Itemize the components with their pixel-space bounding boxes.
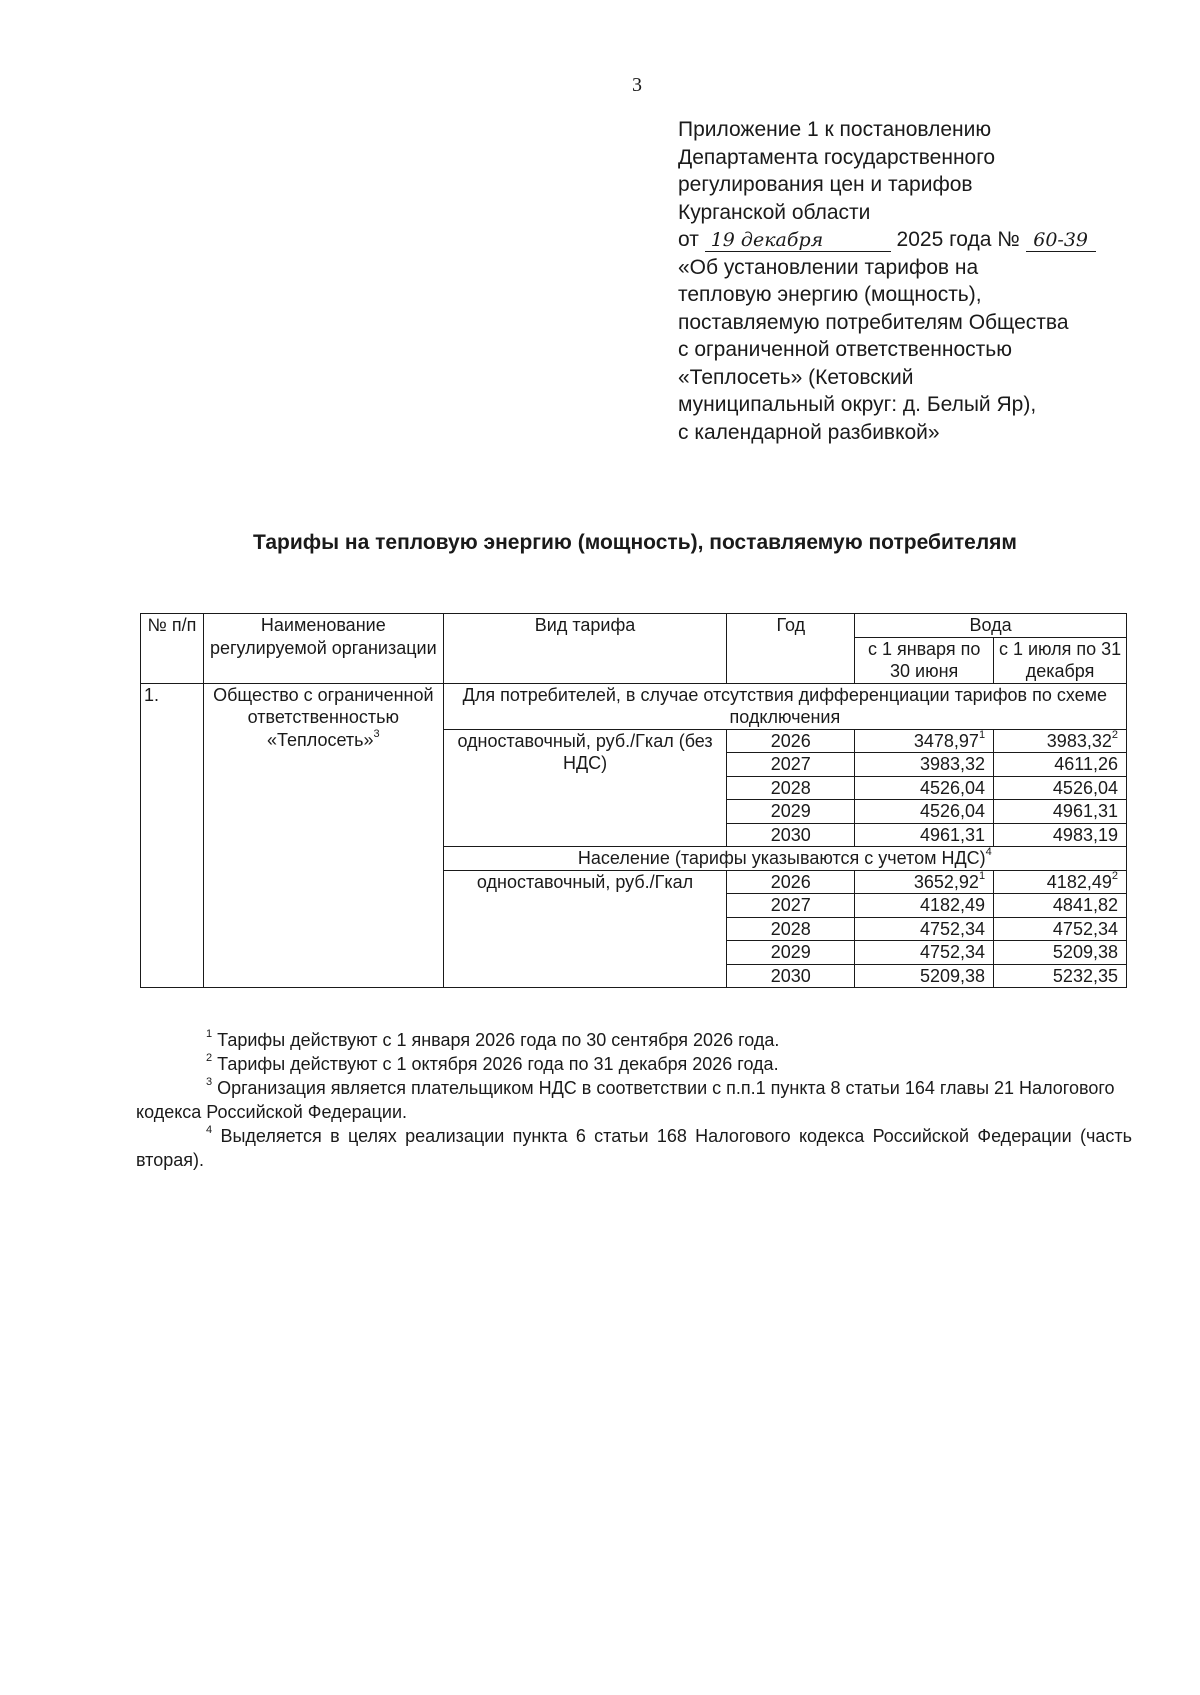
value-text: 4182,49 (1046, 871, 1112, 892)
footnote-mark: 1 (978, 728, 986, 741)
value-cell: 4752,34 (994, 917, 1127, 941)
appendix-line: «Об установлении тарифов на (678, 255, 979, 279)
value-cell (855, 870, 994, 894)
footnote (136, 1052, 1132, 1076)
footnote-mark: 2 (1111, 728, 1118, 741)
value-cell: 5232,35 (994, 964, 1127, 988)
footnotes (136, 1028, 1132, 1172)
footnote-mark: 4 (985, 846, 992, 858)
appendix-line: тепловую энергию (мощность), (678, 283, 982, 306)
value-cell: 4526,04 (994, 776, 1127, 800)
footnote-mark: 2 (206, 1052, 213, 1064)
handwritten-date: 19 декабря (705, 229, 891, 252)
section-label-text: Население (тарифы указываются с учетом НДС) (577, 848, 986, 868)
header-period-1: с 1 января по 30 июня (855, 637, 994, 683)
page-number: 3 (632, 74, 642, 96)
year-cell: 2030 (727, 964, 855, 988)
tariff-type: одноставочный, руб./Гкал (443, 870, 727, 988)
value-cell (994, 870, 1127, 894)
value-cell: 4841,82 (994, 894, 1127, 918)
header-org: Наименование регулируемой организации (203, 614, 443, 684)
appendix-line: Курганской области (678, 200, 871, 224)
header-year: Год (727, 614, 855, 684)
footnote-text: Организация является плательщиком НДС в соответствии с п.п.1 пункта 8 статьи 164 главы 21 Налогового кодекса Российской Федерации. (136, 1078, 1115, 1122)
value-text: 3652,92 (913, 871, 979, 892)
footnote-mark: 1 (978, 869, 986, 882)
organization-name-text: Общество с ограниченной ответственностью «Теплосеть» (213, 684, 434, 750)
value-cell: 3983,32 (855, 753, 994, 777)
value-cell: 4752,34 (855, 941, 994, 965)
footnote (136, 1076, 1132, 1124)
section-label (443, 847, 1126, 871)
year-cell: 2026 (727, 870, 855, 894)
handwritten-number: 60-39 (1026, 229, 1096, 252)
appendix-line: с ограниченной ответственностью (678, 338, 1012, 361)
date-prefix: от (678, 228, 699, 251)
value-cell: 4526,04 (855, 800, 994, 824)
footnote (136, 1028, 1132, 1052)
tariff-table (140, 613, 1127, 988)
year-cell: 2030 (727, 823, 855, 847)
footnote-text: Выделяется в целях реализации пункта 6 статьи 168 Налогового кодекса Российской Федерации (часть вторая). (136, 1126, 1132, 1170)
appendix-line: поставляемую потребителям Общества (678, 310, 1069, 334)
year-cell: 2028 (727, 917, 855, 941)
appendix-line: «Теплосеть» (Кетовский (678, 365, 914, 389)
value-cell (994, 729, 1127, 753)
value-cell: 4526,04 (855, 776, 994, 800)
year-cell: 2029 (727, 800, 855, 824)
header-water: Вода (855, 614, 1127, 638)
appendix-line: с календарной разбивкой» (678, 420, 940, 444)
value-text: 3983,32 (1046, 730, 1112, 751)
appendix-line: Приложение 1 к постановлению (678, 118, 992, 141)
value-cell: 4182,49 (855, 894, 994, 918)
footnote-mark: 1 (206, 1028, 213, 1040)
value-cell: 4961,31 (994, 800, 1127, 824)
header-tariff-type: Вид тарифа (443, 614, 727, 684)
year-cell: 2027 (727, 894, 855, 918)
year-cell: 2029 (727, 941, 855, 965)
organization-name (203, 683, 443, 988)
year-cell: 2026 (727, 729, 855, 753)
appendix-block (678, 116, 1148, 446)
year-cell: 2027 (727, 753, 855, 777)
value-cell: 5209,38 (855, 964, 994, 988)
table-header-row (141, 614, 1127, 638)
appendix-line: Департамента государственного (678, 145, 996, 169)
appendix-line: регулирования цен и тарифов (678, 173, 973, 196)
section-row (141, 683, 1127, 729)
appendix-date-line (678, 226, 1148, 254)
year-cell: 2028 (727, 776, 855, 800)
footnote-mark: 3 (373, 727, 380, 740)
value-cell (855, 729, 994, 753)
section-label: Для потребителей, в случае отсутствия дифференциации тарифов по схеме подключения (443, 683, 1126, 729)
value-cell: 4752,34 (855, 917, 994, 941)
value-cell: 4983,19 (994, 823, 1127, 847)
footnote-mark: 2 (1111, 869, 1118, 882)
footnote-text: Тарифы действуют с 1 января 2026 года по 30 сентября 2026 года. (217, 1030, 780, 1050)
value-cell: 4611,26 (994, 753, 1127, 777)
footnote-mark: 4 (206, 1124, 213, 1136)
value-cell: 4961,31 (855, 823, 994, 847)
year-text: 2025 года № (896, 228, 1020, 251)
footnote-text: Тарифы действуют с 1 октября 2026 года по 31 декабря 2026 года. (217, 1054, 779, 1074)
header-num: № п/п (141, 614, 204, 684)
tariff-type: одноставочный, руб./Гкал (без НДС) (443, 729, 727, 847)
header-period-2: с 1 июля по 31 декабря (994, 637, 1127, 683)
value-text: 3478,97 (913, 730, 979, 751)
footnote-mark: 3 (206, 1076, 213, 1088)
row-number: 1. (141, 683, 204, 988)
document-title: Тарифы на тепловую энергию (мощность), поставляемую потребителям (253, 531, 1017, 554)
appendix-line: муниципальный округ: д. Белый Яр), (678, 393, 1037, 416)
value-cell: 5209,38 (994, 941, 1127, 965)
footnote (136, 1124, 1132, 1172)
